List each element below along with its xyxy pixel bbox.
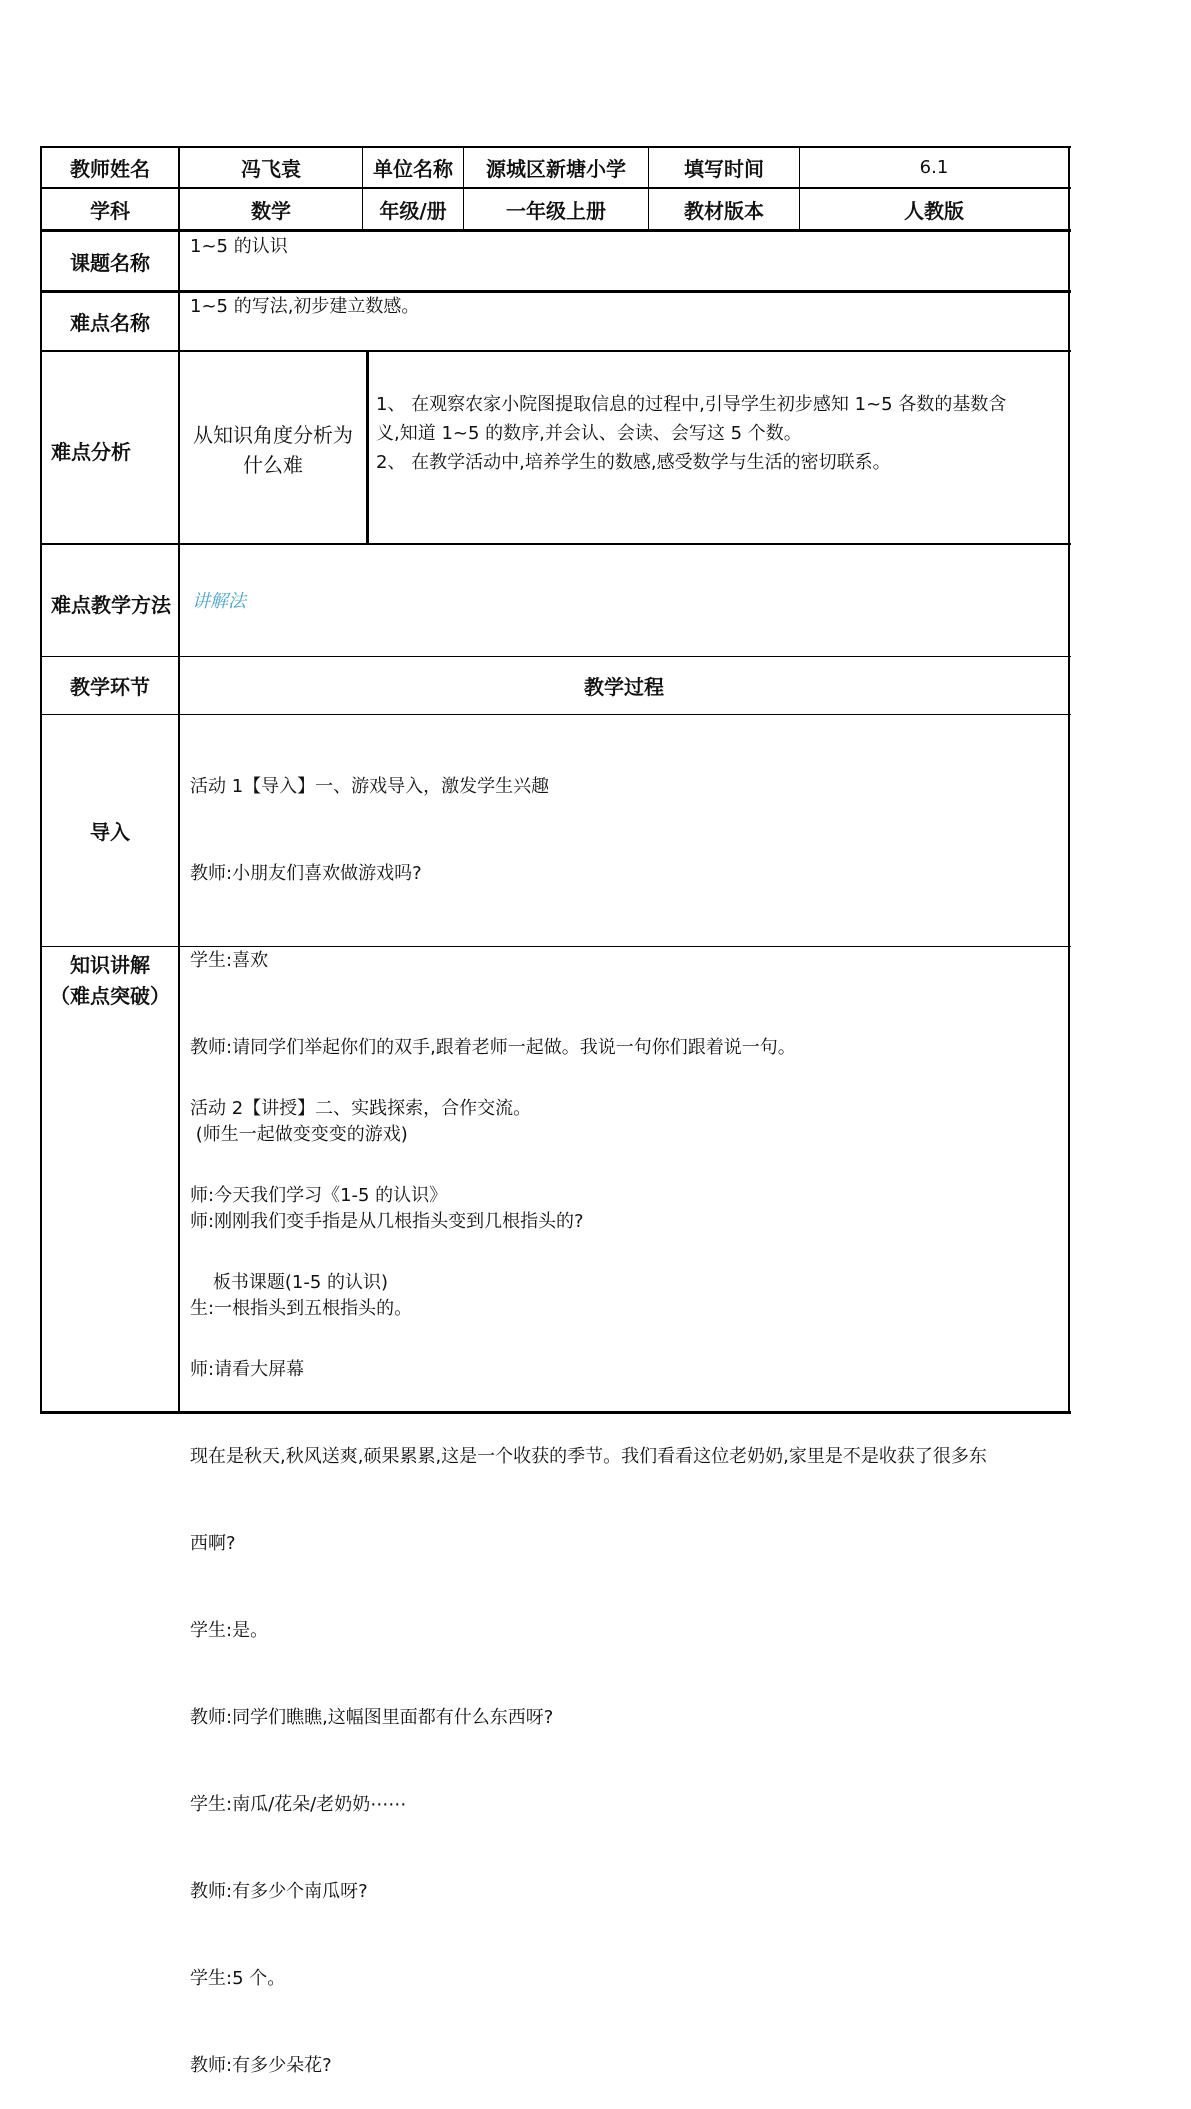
analysis-label: 难点分析 <box>51 440 131 464</box>
fill-date-value: 6.1 <box>919 157 949 178</box>
intro-line: 生:一根指头到五根指头的。 <box>190 1298 413 1319</box>
intro-line: 教师:请同学们举起你们的双手,跟着老师一起做。我说一句你们跟着说一句。 <box>190 1037 796 1058</box>
intro-label: 导入 <box>90 820 130 844</box>
difficulty-value: 1~5 的写法,初步建立数感。 <box>190 296 420 317</box>
subject-value: 数学 <box>251 198 291 223</box>
table-right-border <box>1068 146 1070 1414</box>
knowledge-line: 现在是秋天,秋风送爽,硕果累累,这是一个收获的季节。我们看看这位老奶奶,家里是不是收获了很多东 <box>190 1446 987 1467</box>
subject-label: 学科 <box>90 198 130 223</box>
column-divider <box>178 146 180 1414</box>
difficulty-label: 难点名称 <box>70 311 150 335</box>
intro-line: 活动 1【导入】一、游戏导入，激发学生兴趣 <box>190 776 550 797</box>
knowledge-label <box>42 950 178 1012</box>
column-divider-thick <box>366 351 369 544</box>
analysis-content <box>376 390 1006 477</box>
intro-line: 师:刚刚我们变手指是从几根指头变到几根指头的? <box>190 1211 584 1232</box>
unit-name-label: 单位名称 <box>373 157 453 181</box>
knowledge-label-line: （难点突破） <box>50 984 170 1008</box>
edition-value: 人教版 <box>904 198 964 223</box>
analysis-sublabel <box>180 420 366 480</box>
knowledge-line: 学生:南瓜/花朵/老奶奶⋯⋯ <box>190 1794 407 1815</box>
topic-label: 课题名称 <box>70 250 150 275</box>
intro-line: (师生一起做变变变的游戏) <box>190 1124 408 1145</box>
knowledge-line: 师:请看大屏幕 <box>190 1359 305 1380</box>
edition-label: 教材版本 <box>684 198 764 223</box>
analysis-sublabel-line: 什么难 <box>243 453 303 477</box>
knowledge-line: 学生:5 个。 <box>190 1968 286 1989</box>
knowledge-line: 活动 2【讲授】二、实践探索，合作交流。 <box>190 1098 532 1119</box>
teacher-name-label: 教师姓名 <box>70 157 150 181</box>
knowledge-line: 教师:有多少朵花? <box>190 2055 332 2076</box>
row-divider <box>41 350 1071 352</box>
knowledge-line: 学生:是。 <box>190 1620 269 1641</box>
analysis-line: 义,知道 1~5 的数序,并会认、会读、会写这 5 个数。 <box>376 423 802 444</box>
intro-line: 学生:喜欢 <box>190 950 269 971</box>
analysis-line: 2、 在教学活动中,培养学生的数感,感受数学与生活的密切联系。 <box>376 452 891 473</box>
knowledge-line: 西啊? <box>190 1533 236 1554</box>
teacher-name-value: 冯飞袁 <box>241 157 301 181</box>
grade-label: 年级/册 <box>379 198 447 223</box>
topic-value: 1~5 的认识 <box>190 236 288 257</box>
method-label: 难点教学方法 <box>51 593 171 617</box>
knowledge-line: 教师:同学们瞧瞧,这幅图里面都有什么东西呀? <box>190 1707 554 1728</box>
process-step-header: 教学环节 <box>70 675 150 699</box>
intro-line: 教师:小朋友们喜欢做游戏吗? <box>190 863 422 884</box>
row-divider <box>41 543 1071 545</box>
process-content-header: 教学过程 <box>584 675 664 699</box>
knowledge-label-line: 知识讲解 <box>70 953 150 977</box>
grade-value: 一年级上册 <box>506 198 606 223</box>
knowledge-line: 教师:有多少个南瓜呀? <box>190 1881 368 1902</box>
fill-date-label: 填写时间 <box>684 157 764 181</box>
analysis-line: 1、 在观察农家小院图提取信息的过程中,引导学生初步感知 1~5 各数的基数含 <box>376 394 1007 415</box>
knowledge-line: 师:今天我们学习《1-5 的认识》 <box>190 1185 448 1206</box>
knowledge-line: 板书课题(1-5 的认识) <box>190 1272 389 1293</box>
unit-name-value: 源城区新塘小学 <box>486 157 626 181</box>
knowledge-content <box>190 1036 987 2109</box>
analysis-sublabel-line: 从知识角度分析为 <box>193 423 353 447</box>
method-value: 讲解法 <box>192 591 246 612</box>
